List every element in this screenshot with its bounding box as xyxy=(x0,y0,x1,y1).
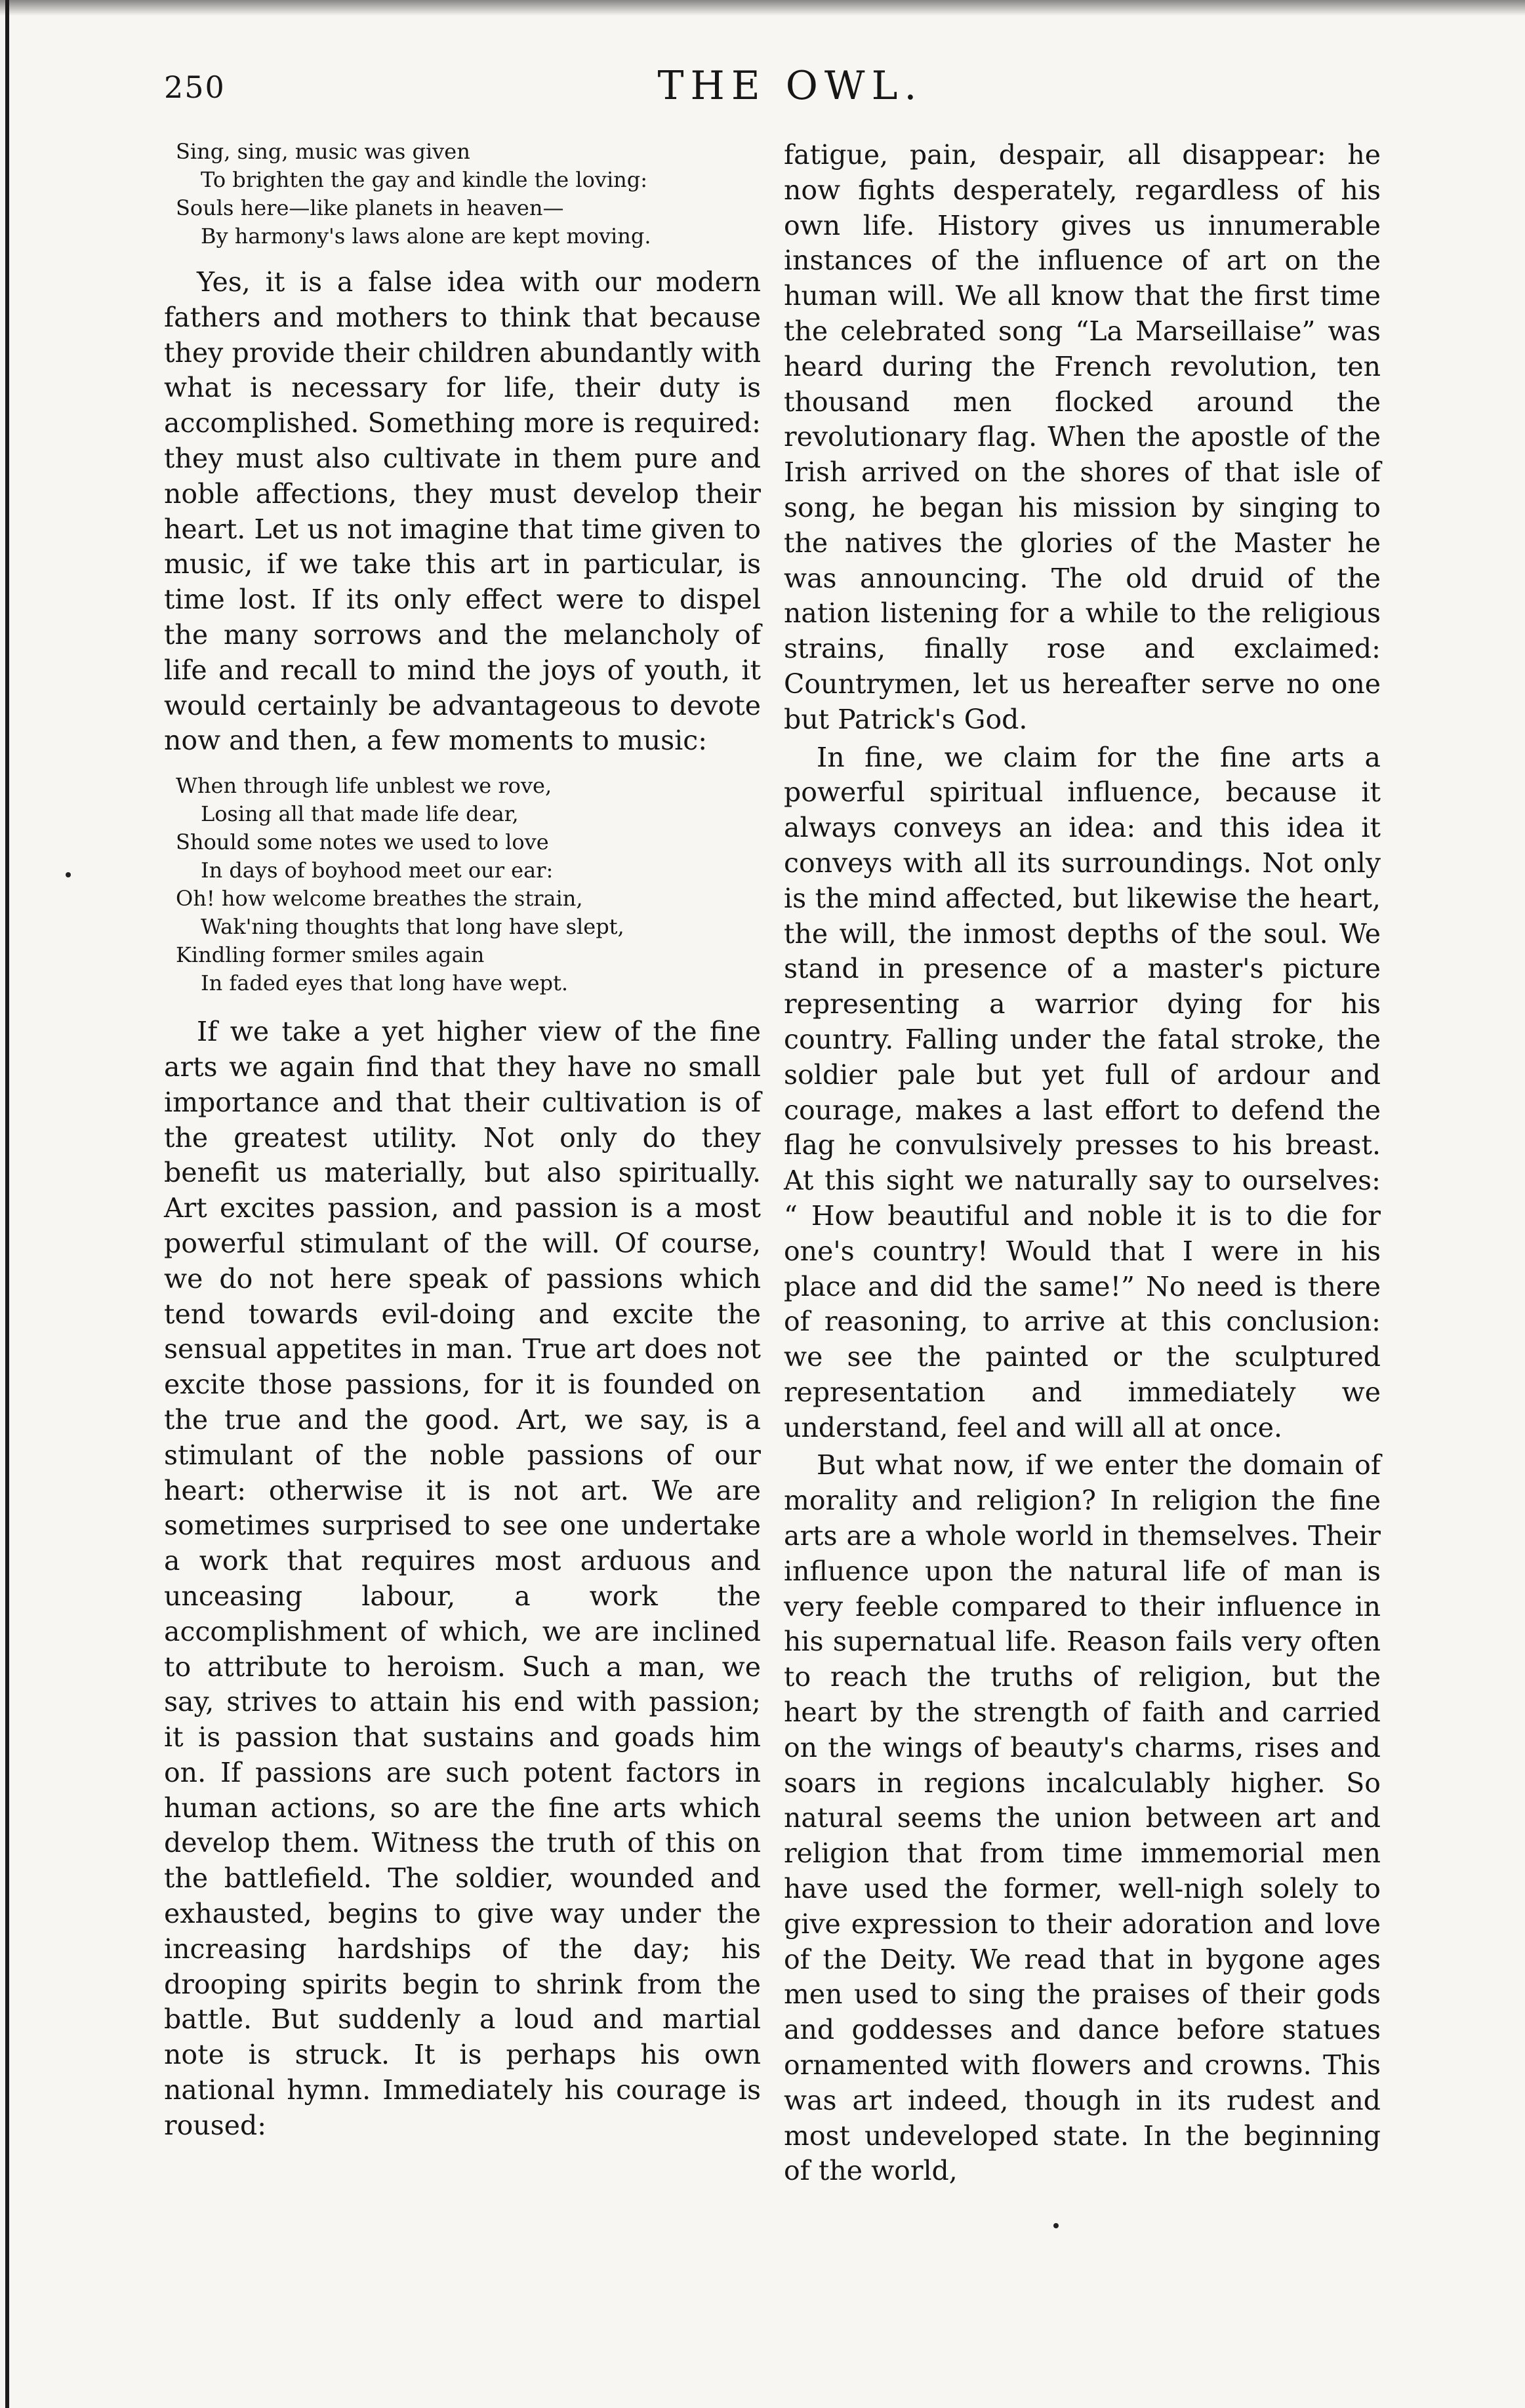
verse-line: Sing, sing, music was given xyxy=(176,139,470,164)
verse-line: Souls here—like planets in heaven— xyxy=(176,195,564,220)
page-header xyxy=(164,63,1417,126)
verse-when-through-life xyxy=(176,772,761,997)
verse-line: By harmony's laws alone are kept moving. xyxy=(201,224,651,249)
paragraph: fatigue, pain, despair, all disappear: he now fights desperately, regardless of his own life. History gives us innumerable instances of the influence of art on the human will. We all know that the first time the celebrated song “La Marseillaise” was heard during the French revolution, ten thousand men flocked around the revolutionary flag. When the apostle of the Irish arrived on the shores of that isle of song, he began his mission by singing to the natives the glories of the Master he was announcing. The old druid of the nation listening for a while to the religious strains, finally rose and exclaimed: Countrymen, let us hereafter serve no one but Patrick's God. xyxy=(784,139,1381,735)
scan-left-border xyxy=(5,0,9,2408)
paragraph: But what now, if we enter the domain of morality and religion? In religion the fine arts are a whole world in themselves. Their influence upon the natural life of man is very feeble compared to their influence in his supernatual life. Reason fails very often to reach the truths of religion, but the heart by the strength of faith and carried on the wings of beauty's charms, rises and soars in regions incalculably higher. So natural seems the union between art and religion that from time immemorial men have used the former, well-nigh solely to give expression to their adoration and love of the Deity. We read that in bygone ages men used to sing the praises of their gods and goddesses and dance before statues ornamented with flowers and crowns. This was art indeed, though in its rudest and most undeveloped state. In the beginning of the world, xyxy=(784,1449,1381,2187)
verse-line: When through life unblest we rove, xyxy=(176,773,552,799)
right-column xyxy=(784,138,1381,2189)
verse-line: In days of boyhood meet our ear: xyxy=(201,858,554,883)
paragraph: Yes, it is a false idea with our modern fathers and mothers to think that because they provide their children abundantly with what is necessary for life, their duty is accomplished. Something more is required: they must also cultivate in them pure and noble affections, they must develop their heart. Let us not imagine that time given to music, if we take this art in particular, is time lost. If its only effect were to dispel the many sorrows and the melancholy of life and recall to mind the joys of youth, it would certainly be advantageous to devote now and then, a few moments to music: xyxy=(164,266,761,757)
scan-top-shadow xyxy=(0,0,1525,16)
verse-line: In faded eyes that long have wept. xyxy=(201,971,569,996)
scan-speck xyxy=(66,872,71,877)
verse-line: Wak'ning thoughts that long have slept, xyxy=(201,914,624,940)
paragraph: In fine, we claim for the fine arts a powerful spiritual influence, because it always conveys an idea: and this idea it conveys with all its surroundings. Not only is the mind affected, but likewise the heart, the will, the inmost depths of the soul. We stand in presence of a master's picture representing a warrior dying for his country. Falling under the fatal stroke, the soldier pale but yet full of ardour and courage, makes a last effort to defend the flag he convulsively presses to his breast. At this sight we naturally say to ourselves: “ How beautiful and noble it is to die for one's country! Would that I were in his place and did the same!” No need is there of reasoning, to arrive at this conclusion: we see the painted or the sculptured representation and immediately we understand, feel and will all at once. xyxy=(784,741,1381,1443)
verse-line: Oh! how welcome breathes the strain, xyxy=(176,886,583,912)
verse-line: Losing all that made life dear, xyxy=(201,801,519,827)
paragraph: If we take a yet higher view of the fine arts we again find that they have no small importance and that their cultivation is of the greatest utility. Not only do they benefit us materially, but also spiritually. Art excites passion, and passion is a most powerful stimulant of the will. Of course, we do not here speak of passions which tend towards evil-doing and excite the sensual appetites in man. True art does not excite those passions, for it is founded on the true and the good. Art, we say, is a stimulant of the noble passions of our heart: otherwise it is not art. We are sometimes surprised to see one undertake a work that requires most arduous and unceasing labour, a work the accomplishment of which, we are inclined to attribute to heroism. Such a man, we say, strives to attain his end with passion; it is passion that sustains and goads him on. If passions are such potent factors in human actions, so are the fine arts which develop them. Witness the truth of this on the battlefield. The soldier, wounded and exhausted, begins to give way under the increasing hardships of the day; his drooping spirits begin to shrink from the battle. But suddenly a loud and martial note is struck. It is perhaps his own national hymn. Immediately his courage is roused: xyxy=(164,1016,761,2141)
scan-speck xyxy=(1053,2223,1059,2228)
left-column xyxy=(164,138,761,2144)
verse-sing-sing xyxy=(176,138,761,251)
verse-line: Kindling former smiles again xyxy=(176,942,485,968)
page-number: 250 xyxy=(164,70,226,105)
running-title: THE OWL. xyxy=(657,63,924,109)
verse-line: Should some notes we used to love xyxy=(176,830,549,855)
verse-line: To brighten the gay and kindle the loving: xyxy=(201,167,648,192)
